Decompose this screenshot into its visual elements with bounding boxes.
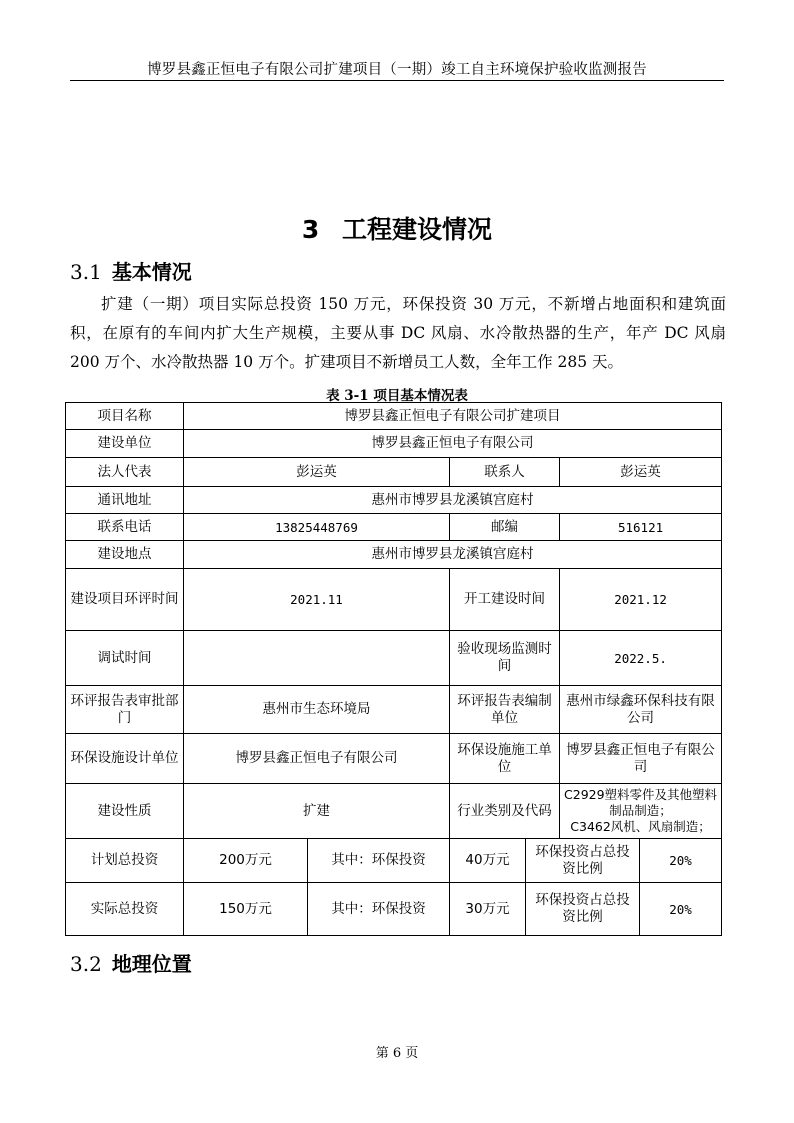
cell-label: 环保设施施工单位 [450, 734, 560, 784]
header-divider [70, 80, 724, 81]
page-number: 第 6 页 [375, 1046, 419, 1061]
running-header: 博罗县鑫正恒电子有限公司扩建项目（一期）竣工自主环境保护验收监测报告 [147, 62, 647, 78]
cell-value: 150万元 [184, 883, 308, 936]
cell-label: 实际总投资 [66, 883, 184, 936]
cell-label: 邮编 [450, 514, 560, 541]
section-heading-basic [70, 256, 192, 285]
cell-label: 通讯地址 [66, 487, 184, 514]
cell-label: 环保设施设计单位 [66, 734, 184, 784]
project-info-table [65, 402, 722, 936]
cell-label: 环评报告表审批部门 [66, 686, 184, 734]
table-row [66, 686, 722, 734]
cell-value: 博罗县鑫正恒电子有限公司 [560, 734, 722, 784]
section-number: 3.1 [70, 260, 102, 284]
section-title: 基本情况 [111, 260, 192, 284]
cell-value: 彭运英 [560, 458, 722, 487]
table-row [66, 569, 722, 631]
chapter-title: 工程建设情况 [342, 215, 493, 244]
cell-value: 2021.12 [560, 569, 722, 631]
table-row [66, 883, 722, 936]
cell-label: 联系电话 [66, 514, 184, 541]
cell-label: 行业类别及代码 [450, 784, 560, 839]
section-title: 地理位置 [111, 952, 192, 976]
cell-label: 建设地点 [66, 541, 184, 569]
table-row [66, 784, 722, 839]
cell-label: 法人代表 [66, 458, 184, 487]
table-row [66, 430, 722, 458]
cell-label: 环评报告表编制单位 [450, 686, 560, 734]
table-row [66, 487, 722, 514]
body-paragraph [70, 290, 726, 377]
cell-value: 200万元 [184, 839, 308, 883]
cell-label: 项目名称 [66, 403, 184, 430]
cell-label: 开工建设时间 [450, 569, 560, 631]
cell-label: 建设项目环评时间 [66, 569, 184, 631]
industry-code-cell [560, 784, 722, 839]
table-caption: 表 3-1 项目基本情况表 [326, 388, 468, 404]
cell-value: 30万元 [450, 883, 526, 936]
cell-value: 20% [640, 839, 722, 883]
chapter-heading [0, 210, 794, 246]
cell-label: 环保投资占总投资比例 [526, 883, 640, 936]
cell-value: 40万元 [450, 839, 526, 883]
cell-label: 建设单位 [66, 430, 184, 458]
cell-label: 计划总投资 [66, 839, 184, 883]
cell-value: 516121 [560, 514, 722, 541]
section-number: 3.2 [70, 952, 102, 976]
cell-value: 惠州市博罗县龙溪镇宫庭村 [184, 541, 722, 569]
section-heading-location [70, 948, 192, 977]
cell-label: 其中：环保投资 [308, 839, 450, 883]
cell-label: 其中：环保投资 [308, 883, 450, 936]
paragraph-text: 扩建（一期）项目实际总投资 150 万元，环保投资 30 万元，不新增占地面积和建筑面积，在原有的车间内扩大生产规模，主要从事 DC 风扇、水冷散热器的生产，年产 DC 风扇 200 万个、水冷散热器 10 万个。扩建项目不新增员工人数，全年工作 285 天。 [70, 295, 726, 371]
industry-code-1: C2929塑料零件及其他塑料制品制造； [564, 787, 718, 818]
chapter-number: 3 [301, 215, 320, 244]
cell-label: 验收现场监测时间 [450, 631, 560, 686]
table-row [66, 631, 722, 686]
cell-value [184, 631, 450, 686]
cell-value: 13825448769 [184, 514, 450, 541]
cell-value: 2022.5. [560, 631, 722, 686]
cell-value: 惠州市博罗县龙溪镇宫庭村 [184, 487, 722, 514]
cell-value: 彭运英 [184, 458, 450, 487]
cell-value: 博罗县鑫正恒电子有限公司 [184, 734, 450, 784]
cell-value: 2021.11 [184, 569, 450, 631]
table-row [66, 839, 722, 883]
table-row [66, 458, 722, 487]
cell-label: 联系人 [450, 458, 560, 487]
cell-value: 博罗县鑫正恒电子有限公司扩建项目 [184, 403, 722, 430]
table-row [66, 734, 722, 784]
cell-value: 博罗县鑫正恒电子有限公司 [184, 430, 722, 458]
table-row [66, 541, 722, 569]
cell-value: 扩建 [184, 784, 450, 839]
cell-label: 建设性质 [66, 784, 184, 839]
table-row [66, 514, 722, 541]
cell-value: 20% [640, 883, 722, 936]
industry-code-2: C3462风机、风扇制造； [570, 819, 711, 834]
cell-label: 调试时间 [66, 631, 184, 686]
cell-label: 环保投资占总投资比例 [526, 839, 640, 883]
cell-value: 惠州市生态环境局 [184, 686, 450, 734]
cell-value: 惠州市绿鑫环保科技有限公司 [560, 686, 722, 734]
table-row [66, 403, 722, 430]
